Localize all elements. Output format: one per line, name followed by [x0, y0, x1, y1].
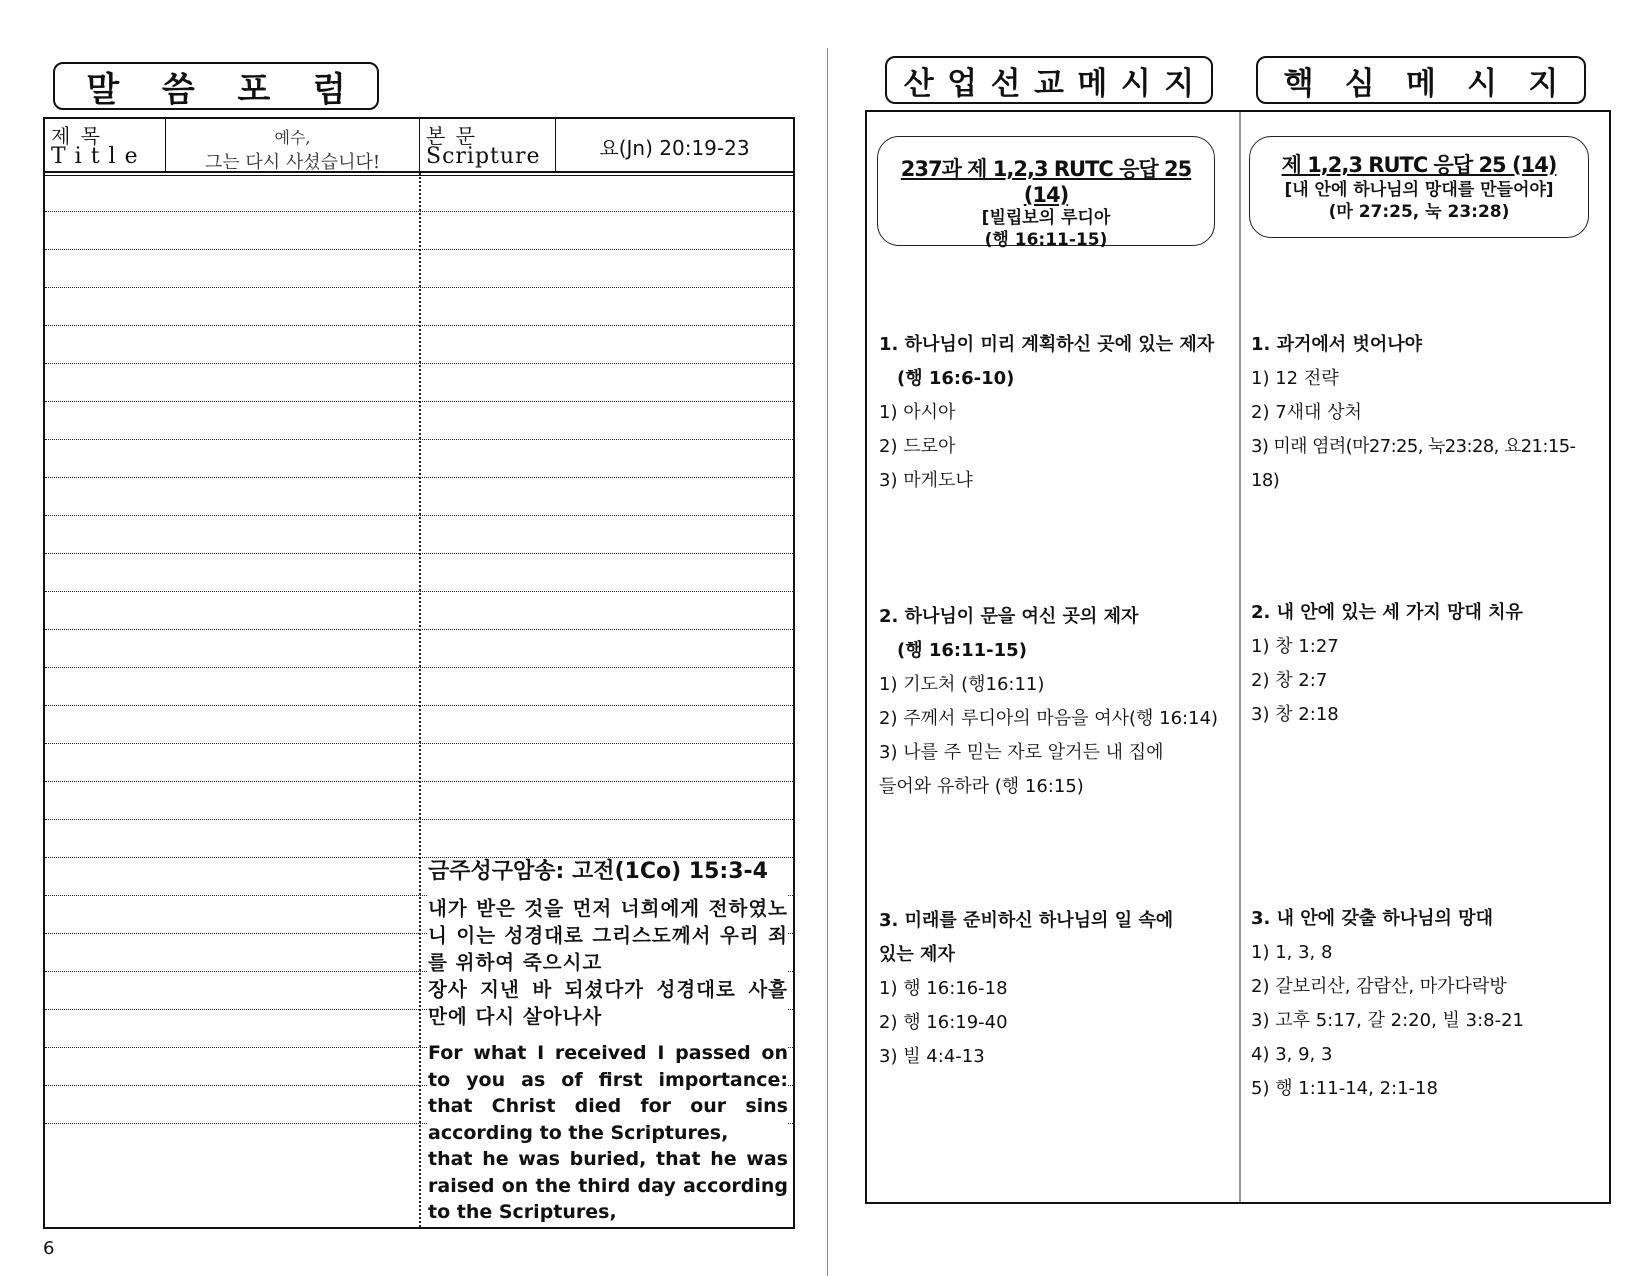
note-line — [45, 553, 793, 554]
list-item: 1) 아시아 — [879, 402, 956, 423]
notes-column-divider — [419, 173, 421, 1227]
title-value-cell — [166, 119, 420, 173]
list-item: 1) 기도처 (행16:11) — [879, 674, 1045, 695]
list-item: 4) 3, 9, 3 — [1251, 1044, 1333, 1065]
list-item: 1) 창 1:27 — [1251, 636, 1339, 657]
col1-section-1 — [879, 328, 1231, 498]
memory-verse-block — [428, 859, 788, 1226]
title-label-cell — [45, 119, 166, 173]
lesson-title: 237과 제 1,2,3 RUTC 응답 25 (14) — [900, 157, 1192, 207]
col2-section-2 — [1251, 596, 1601, 732]
title-value-line1: 예수, — [274, 128, 311, 147]
section-heading: 3. 내 안에 갖출 하나님의 망대 — [1251, 908, 1493, 929]
core-lesson-box — [1249, 136, 1589, 238]
scripture-label-en: Scripture — [426, 144, 541, 169]
list-item: 2) 드로아 — [879, 436, 956, 457]
col1-section-2 — [879, 600, 1231, 804]
heading-char: 메 — [1405, 65, 1436, 102]
memory-verse-korean-1: 내가 받은 것을 먼저 너희에게 전하였노니 이는 성경대로 그리스도께서 우리 죄를 위하여 죽으시고 — [428, 897, 788, 974]
list-item: 들어와 유하라 (행 16:15) — [879, 776, 1084, 797]
core-lesson-subtitle: [내 안에 하나님의 망대를 만들어야] — [1284, 180, 1554, 200]
list-item: 2) 주께서 루디아의 마음을 여사(행 16:14) — [879, 708, 1219, 729]
heading-char: 시 — [1120, 65, 1151, 102]
title-value-line2: 그는 다시 사셨습니다! — [204, 152, 381, 173]
column-divider — [1239, 112, 1241, 1202]
list-item: 3) 고후 5:17, 갈 2:20, 빌 3:8-21 — [1251, 1010, 1525, 1031]
list-item: 3) 미래 염려(마27:25, 눅23:28, 요21:15-18) — [1251, 436, 1576, 491]
industrial-mission-heading — [885, 56, 1213, 104]
memory-verse-korean-2: 장사 지낸 바 되셨다가 성경대로 사흘 만에 다시 살아나사 — [428, 978, 788, 1028]
list-item: 1) 행 16:16-18 — [879, 978, 1008, 999]
note-line — [45, 287, 793, 288]
list-item: 3) 나를 주 믿는 자로 알거든 내 집에 — [879, 742, 1164, 763]
page-spine — [827, 48, 828, 1276]
heading-char: 말 — [86, 69, 120, 110]
core-lesson-title: 제 1,2,3 RUTC 응답 25 (14) — [1281, 153, 1557, 177]
note-line — [45, 857, 793, 858]
title-label-en: Title — [51, 144, 147, 169]
memory-verse-title: 금주성구암송: 고전(1Co) 15:3-4 — [428, 859, 768, 884]
note-line — [45, 591, 793, 592]
heading-char: 메 — [1077, 65, 1108, 102]
list-item: 2) 창 2:7 — [1251, 670, 1328, 691]
scripture-value-cell — [556, 119, 793, 173]
memory-verse-korean — [428, 895, 788, 1030]
note-line — [45, 629, 793, 630]
sermon-notes-table — [43, 117, 795, 1229]
heading-char: 포 — [237, 69, 271, 110]
memory-verse-english-2: that he was buried, that he was raised on the third day according to the Scriptures, — [428, 1148, 788, 1223]
heading-char: 업 — [947, 65, 978, 102]
note-line — [45, 249, 793, 250]
list-item: 3) 마게도냐 — [879, 470, 973, 491]
heading-char: 지 — [1528, 65, 1559, 102]
section-heading-cont: 있는 제자 — [879, 944, 955, 965]
lesson-box — [877, 136, 1215, 250]
sermon-forum-heading — [53, 62, 379, 110]
scripture-label-cell — [420, 119, 556, 173]
heading-char: 핵 — [1283, 65, 1314, 102]
section-heading-ref: (행 16:6-10) — [897, 368, 1015, 389]
heading-char: 시 — [1467, 65, 1498, 102]
note-line — [45, 743, 793, 744]
note-line — [45, 667, 793, 668]
note-line — [45, 211, 793, 212]
list-item: 2) 갈보리산, 감람산, 마가다락방 — [1251, 976, 1507, 997]
scripture-label-ko: 본 문 — [426, 124, 477, 148]
section-heading: 3. 미래를 준비하신 하나님의 일 속에 — [879, 910, 1174, 931]
note-line — [45, 781, 793, 782]
note-line — [45, 401, 793, 402]
title-label-ko: 제 목 — [51, 124, 102, 148]
memory-verse-english — [428, 1040, 788, 1226]
core-message-heading — [1256, 56, 1586, 104]
note-line — [45, 439, 793, 440]
section-heading: 2. 내 안에 있는 세 가지 망대 치유 — [1251, 602, 1523, 623]
section-heading-ref: (행 16:11-15) — [897, 640, 1027, 661]
list-item: 2) 행 16:19-40 — [879, 1012, 1008, 1033]
col1-section-3 — [879, 904, 1231, 1074]
section-heading: 1. 하나님이 미리 계획하신 곳에 있는 제자 — [879, 334, 1215, 355]
heading-char: 심 — [1344, 65, 1375, 102]
lesson-reference: (행 16:11-15) — [984, 230, 1108, 250]
heading-char: 선 — [990, 65, 1021, 102]
page-number: 6 — [43, 1238, 55, 1259]
memory-verse-english-1: For what I received I passed on to you as of first importance: that Christ died for our sins according to the Scriptures, — [428, 1042, 788, 1144]
list-item: 1) 12 전략 — [1251, 368, 1339, 389]
note-line — [45, 325, 793, 326]
col2-section-3 — [1251, 902, 1601, 1106]
scripture-value: 요(Jn) 20:19-23 — [599, 135, 750, 160]
note-line — [45, 515, 793, 516]
list-item: 3) 창 2:18 — [1251, 704, 1339, 725]
section-heading: 2. 하나님이 문을 여신 곳의 제자 — [879, 606, 1139, 627]
col2-section-1 — [1251, 328, 1601, 498]
heading-char: 씀 — [161, 69, 195, 110]
message-table — [865, 110, 1611, 1204]
note-line — [45, 477, 793, 478]
heading-char: 교 — [1034, 65, 1064, 102]
note-line — [45, 819, 793, 820]
core-lesson-reference: (마 27:25, 눅 23:28) — [1328, 202, 1510, 222]
list-item: 3) 빌 4:4-13 — [879, 1046, 985, 1067]
heading-char: 산 — [903, 65, 934, 102]
list-item: 5) 행 1:11-14, 2:1-18 — [1251, 1078, 1438, 1099]
heading-char: 지 — [1164, 65, 1195, 102]
heading-char: 럼 — [312, 69, 346, 110]
section-heading: 1. 과거에서 벗어나야 — [1251, 334, 1422, 355]
list-item: 2) 7새대 상처 — [1251, 402, 1362, 423]
lesson-subtitle: [빌립보의 루디아 — [981, 208, 1111, 228]
note-line — [45, 705, 793, 706]
note-line — [45, 363, 793, 364]
list-item: 1) 1, 3, 8 — [1251, 942, 1333, 963]
